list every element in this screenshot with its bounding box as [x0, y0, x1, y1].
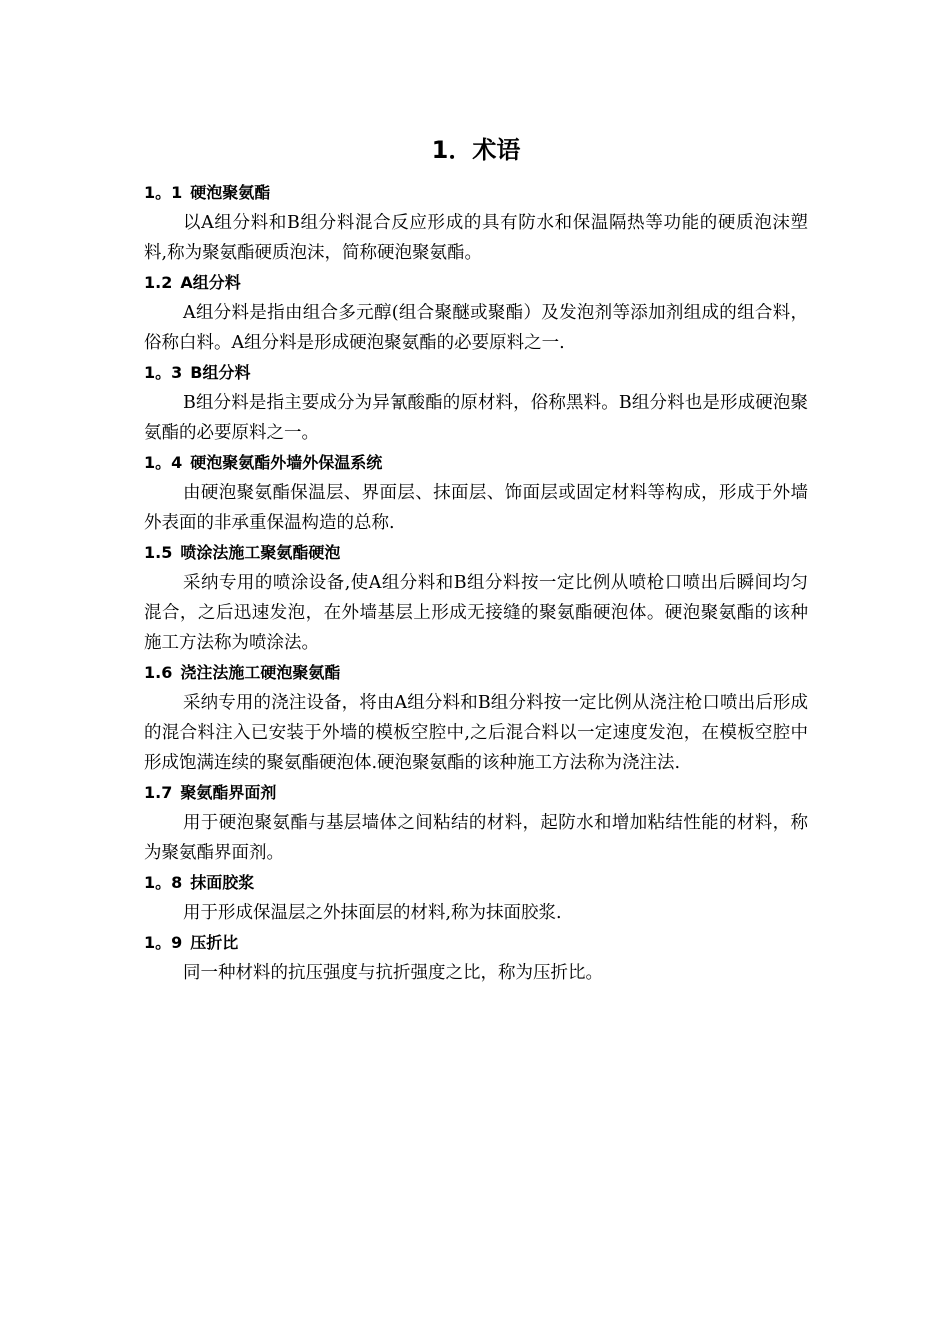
term-section — [144, 658, 808, 778]
term-heading — [144, 448, 808, 478]
term-definition: 采纳专用的浇注设备，将由A组分料和B组分料按一定比例从浇注枪口喷出后形成的混合料注入已安装于外墙的模板空腔中,之后混合料以一定速度发泡，在模板空腔中形成饱满连续的聚氨酯硬泡体.硬泡聚氨酯的该种施工方法称为浇注法. — [144, 693, 808, 773]
term-title: 聚氨酯界面剂 — [180, 783, 277, 802]
term-heading — [144, 358, 808, 388]
term-number: 1.6 — [144, 663, 173, 682]
term-title: 硬泡聚氨酯外墙外保温系统 — [190, 453, 383, 472]
term-definition: 采纳专用的喷涂设备,使A组分料和B组分料按一定比例从喷枪口喷出后瞬间均匀混合，之后迅速发泡，在外墙基层上形成无接缝的聚氨酯硬泡体。硬泡聚氨酯的该种施工方法称为喷涂法。 — [144, 573, 808, 653]
term-section — [144, 178, 808, 268]
term-heading — [144, 538, 808, 568]
term-section — [144, 538, 808, 658]
term-section — [144, 268, 808, 358]
term-number: 1。8 — [144, 873, 183, 892]
term-number: 1.2 — [144, 273, 173, 292]
term-section — [144, 928, 808, 988]
term-title: 浇注法施工硬泡聚氨酯 — [180, 663, 341, 682]
term-title: A组分料 — [180, 273, 241, 292]
term-heading — [144, 778, 808, 808]
term-definition: 以A组分料和B组分料混合反应形成的具有防水和保温隔热等功能的硬质泡沫塑料,称为聚氨酯硬质泡沫，简称硬泡聚氨酯。 — [144, 213, 808, 263]
term-definition: A组分料是指由组合多元醇(组合聚醚或聚酯）及发泡剂等添加剂组成的组合料，俗称白料。A组分料是形成硬泡聚氨酯的必要原料之一. — [144, 303, 808, 353]
term-heading — [144, 868, 808, 898]
term-definition: 用于形成保温层之外抹面层的材料,称为抹面胶浆. — [183, 903, 562, 923]
term-definition: 同一种材料的抗压强度与抗折强度之比，称为压折比。 — [183, 963, 603, 983]
term-heading — [144, 928, 808, 958]
term-number: 1.5 — [144, 543, 173, 562]
term-section — [144, 778, 808, 868]
document-page — [144, 132, 808, 988]
term-title: 喷涂法施工聚氨酯硬泡 — [180, 543, 341, 562]
term-section — [144, 868, 808, 928]
term-heading — [144, 178, 808, 208]
term-title: B组分料 — [190, 363, 251, 382]
term-definition: B组分料是指主要成分为异氰酸酯的原材料，俗称黑料。B组分料也是形成硬泡聚氨酯的必要原料之一。 — [144, 393, 808, 443]
term-number: 1.7 — [144, 783, 173, 802]
term-heading — [144, 658, 808, 688]
term-number: 1。4 — [144, 453, 183, 472]
term-number: 1。1 — [144, 183, 183, 202]
term-definition: 用于硬泡聚氨酯与基层墙体之间粘结的材料，起防水和增加粘结性能的材料，称为聚氨酯界面剂。 — [144, 813, 808, 863]
term-number: 1。9 — [144, 933, 183, 952]
term-definition: 由硬泡聚氨酯保温层、界面层、抹面层、饰面层或固定材料等构成，形成于外墙外表面的非承重保温构造的总称. — [144, 483, 808, 533]
term-section — [144, 448, 808, 538]
term-number: 1。3 — [144, 363, 183, 382]
term-section — [144, 358, 808, 448]
term-title: 压折比 — [190, 933, 239, 952]
term-title: 抹面胶浆 — [190, 873, 255, 892]
document-title: 1．术语 — [431, 136, 521, 164]
term-title: 硬泡聚氨酯 — [190, 183, 271, 202]
term-heading — [144, 268, 808, 298]
